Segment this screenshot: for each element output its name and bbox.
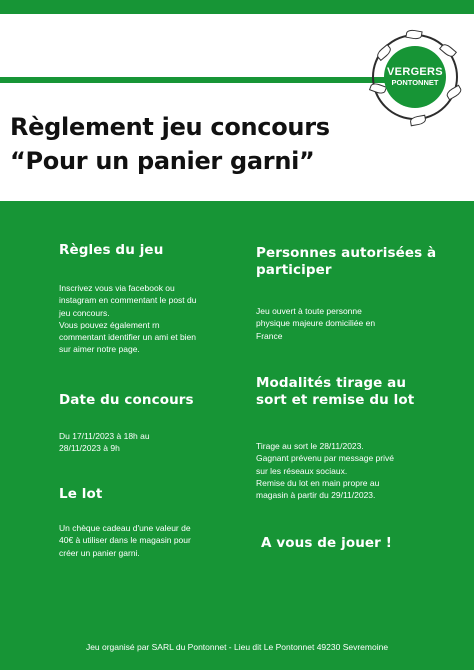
heading-modalites-line-2: sort et remise du lot — [256, 392, 415, 408]
heading-modalites-tirage — [256, 375, 414, 409]
heading-personnes-line-1: Personnes autorisées à — [256, 245, 437, 261]
heading-personnes-autorisees — [256, 245, 436, 279]
title-line-2: “Pour un panier garni” — [10, 147, 315, 175]
logo-brand-line1: VERGERS — [387, 66, 443, 78]
text-le-lot: Un chèque cadeau d'une valeur de 40€ à utiliser dans le magasin pour créer un panier garni. — [59, 523, 191, 558]
heading-personnes-line-2: participer — [256, 262, 332, 278]
heading-date-du-concours: Date du concours — [59, 392, 194, 408]
header-green-line — [0, 77, 385, 83]
heading-regles-du-jeu: Règles du jeu — [59, 242, 164, 258]
text-personnes-autorisees: Jeu ouvert à toute personne physique majeure domiciliée en France — [256, 306, 376, 341]
text-date-du-concours: Du 17/11/2023 à 18h au 28/11/2023 à 9h — [59, 431, 150, 454]
title-line-1: Règlement jeu concours — [10, 113, 330, 141]
footer-organizer: Jeu organisé par SARL du Pontonnet - Lieu dit Le Pontonnet 49230 Sevremoine — [85, 642, 389, 652]
heading-a-vous-de-jouer: A vous de jouer ! — [261, 535, 392, 551]
logo-brand-line2: PONTONNET — [391, 78, 439, 87]
logo-disc — [384, 46, 446, 108]
top-green-band — [0, 0, 474, 14]
text-regles-du-jeu: Inscrivez vous via facebook ou instagram en commentant le post du jeu concours. Vous pouvez également rn commentant identifier un ami et bien sur aimer notre page. — [59, 283, 197, 355]
heading-le-lot: Le lot — [59, 486, 103, 502]
page-title — [10, 110, 330, 178]
vergers-pontonnet-logo — [366, 28, 464, 126]
text-modalites-tirage: Tirage au sort le 28/11/2023. Gagnant prévenu par message privé sur les réseaux sociaux. Remise du lot en main propre au magasin à partir du 29/11/2023. — [256, 441, 394, 501]
heading-modalites-line-1: Modalités tirage au — [256, 375, 407, 391]
